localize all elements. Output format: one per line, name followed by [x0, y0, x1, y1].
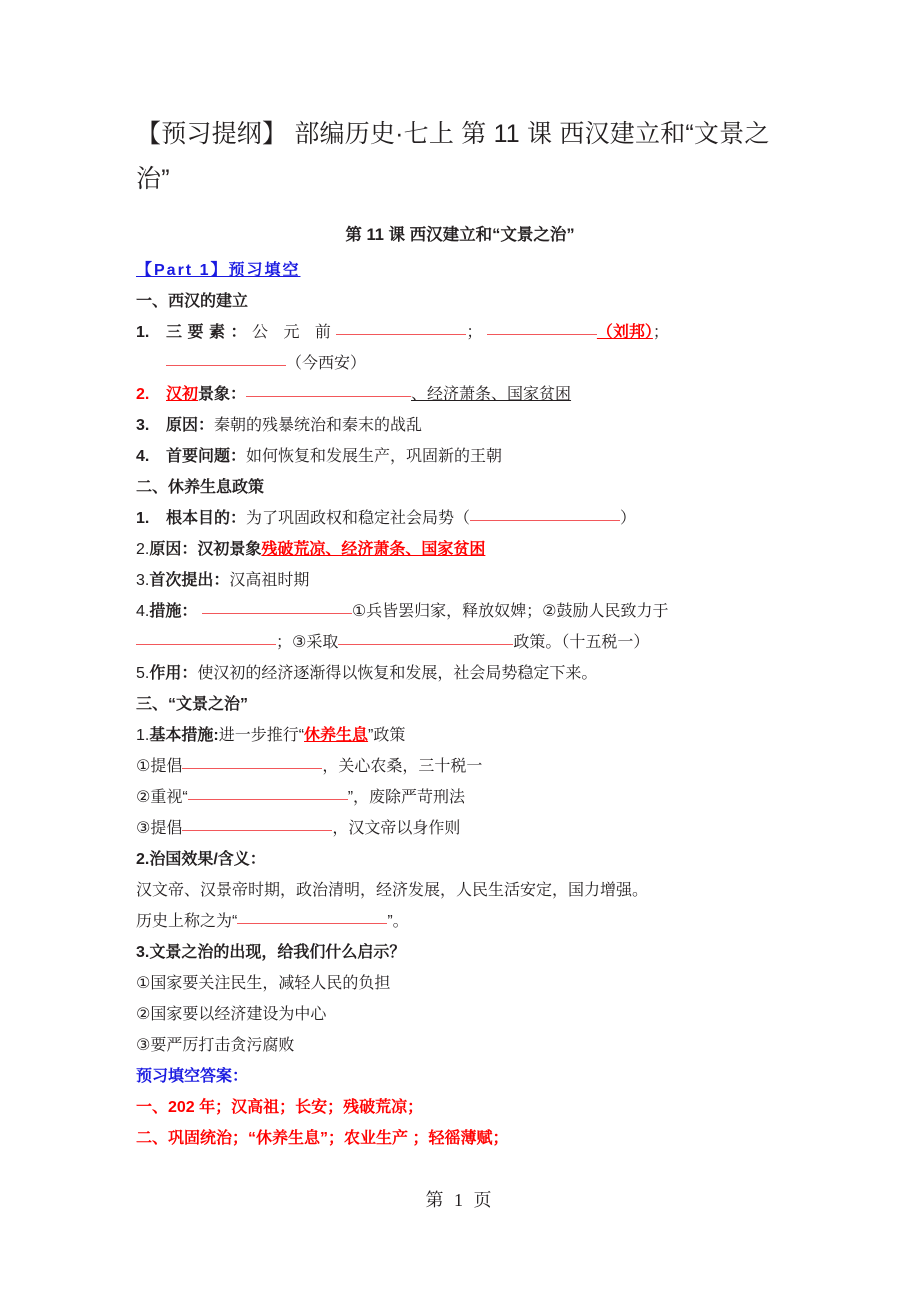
section-one-item-2	[136, 379, 784, 410]
fill-blank-2[interactable]	[487, 334, 597, 335]
item-prefix: 汉初景象	[197, 541, 262, 558]
document-content	[136, 112, 784, 1154]
answers-heading: 预习填空答案：	[136, 1068, 249, 1085]
lesson-heading: 第 11 课 西汉建立和“文景之治”	[345, 226, 575, 244]
item-text-a: 汉文帝、汉景帝时期，政治清明，经济发展，人民生活安定，国力增强。	[136, 882, 649, 899]
section-three-sub-2	[136, 782, 784, 813]
highlight-hanchu: 汉初	[166, 386, 199, 403]
item-label: 文景之治的出现，给我们什么启示？	[149, 944, 406, 961]
item-label: 首要问题：	[166, 448, 247, 465]
part-label	[136, 255, 784, 286]
item-label: 基本措施:	[149, 727, 219, 744]
sub-marker: ③提倡	[136, 820, 183, 837]
item-label: 首次提出：	[149, 572, 230, 589]
fill-blank-3[interactable]	[166, 365, 286, 366]
item-close: ）	[620, 510, 637, 527]
section-one-item-3	[136, 410, 784, 441]
item-number: 3.	[136, 572, 150, 589]
item-label: 三要素：	[166, 324, 253, 341]
section-three-heading: 三、“文景之治”	[136, 696, 249, 713]
item-label: 治国效果/含义：	[149, 851, 266, 868]
answers-line-2: 二、巩固统治；“休养生息”；农业生产 ；轻徭薄赋；	[136, 1130, 509, 1147]
section-two-item-5	[136, 658, 784, 689]
section-three-item-1	[136, 720, 784, 751]
section-one-item-1	[136, 317, 784, 379]
fill-blank-7[interactable]	[136, 644, 276, 645]
item-number: 3.	[136, 417, 150, 434]
section-two-heading: 二、休养生息政策	[136, 479, 265, 496]
item-mid-a: ①兵皆罢归家，释放奴婢；②鼓励人民致力于	[351, 603, 669, 620]
section-two-item-2	[136, 534, 784, 565]
sub-marker: ①提倡	[136, 758, 183, 775]
item-text: 秦朝的残暴统治和秦末的战乱	[214, 417, 423, 434]
item-sep-b: ；	[652, 324, 669, 341]
item-label: 原因：	[149, 541, 198, 558]
item-number: 2.	[136, 386, 150, 403]
fill-blank-8[interactable]	[338, 644, 513, 645]
item-body	[166, 503, 784, 534]
item-number: 4.	[136, 603, 150, 620]
section-two-item-4	[136, 596, 784, 658]
section-two-item-3	[136, 565, 784, 596]
item-body	[166, 410, 784, 441]
fill-blank-4[interactable]	[246, 396, 411, 397]
item-number: 3.	[136, 944, 150, 961]
item-text-a: 公 元 前	[252, 324, 337, 341]
item-label: 原因：	[166, 417, 215, 434]
item-body	[166, 441, 784, 472]
item-text-b-post: ”。	[387, 913, 409, 930]
section-three-sub-3	[136, 813, 784, 844]
item-mid-c: 政策。（十五税一）	[513, 634, 650, 651]
part-label-text: 【Part 1】预习填空	[136, 262, 301, 279]
sub-tail: ”，废除严苛刑法	[347, 789, 466, 806]
item-label: 景象：	[198, 386, 247, 403]
section-three-item-2-text	[136, 875, 784, 937]
item-label: 作用：	[149, 665, 198, 682]
fill-blank-11[interactable]	[182, 830, 332, 831]
item-text: 汉高祖时期	[229, 572, 310, 589]
section-one-item-4	[136, 441, 784, 472]
answers-line-1: 一、202 年；汉高祖；长安；残破荒凉；	[136, 1099, 424, 1116]
item-label: 根本目的：	[166, 510, 247, 527]
section-three-item-2-label	[136, 844, 784, 875]
fill-blank-9[interactable]	[182, 768, 322, 769]
section-one-heading: 一、西汉的建立	[136, 293, 249, 310]
item-number: 1.	[136, 324, 150, 341]
sub-tail: ，关心农桑，三十税一	[322, 758, 483, 775]
item-body	[166, 317, 784, 379]
enlightenment-point-3: ③要严厉打击贪污腐败	[136, 1037, 295, 1054]
item-number: 2.	[136, 541, 150, 558]
item-number: 1.	[136, 510, 150, 527]
item-number: 5.	[136, 665, 150, 682]
item-number: 2.	[136, 851, 150, 868]
item-text: 使汉初的经济逐渐得以恢复和发展，社会局势稳定下来。	[197, 665, 598, 682]
item-tail: （今西安）	[286, 355, 367, 372]
item-number: 4.	[136, 448, 150, 465]
item-label: 措施：	[149, 603, 198, 620]
answer-xiuyangshengxi: 休养生息	[304, 727, 369, 744]
sub-tail: ，汉文帝以身作则	[332, 820, 461, 837]
item-body	[166, 379, 784, 410]
fill-blank-1[interactable]	[336, 334, 466, 335]
page-footer	[0, 1186, 920, 1212]
fill-blank-12[interactable]	[237, 923, 387, 924]
enlightenment-point-2: ②国家要以经济建设为中心	[136, 1006, 327, 1023]
page-number-label: 第 1 页	[425, 1190, 495, 1210]
sub-marker: ②重视“	[136, 789, 188, 806]
item-sep-a: ；	[466, 324, 483, 341]
section-two-item-1	[136, 503, 784, 534]
item-text: 为了巩固政权和稳定社会局势（	[246, 510, 471, 527]
item-text: 如何恢复和发展生产，巩固新的王朝	[246, 448, 503, 465]
fill-blank-6[interactable]	[202, 613, 352, 614]
inline-answer-liubang: （刘邦）	[596, 324, 653, 341]
answer-hanchu-scene: 残破荒凉、经济萧条、国家贫困	[261, 541, 486, 558]
item-tail: 、经济萧条、国家贫困	[411, 386, 572, 403]
section-three-item-3-label	[136, 937, 784, 968]
item-text-a: 进一步推行“	[218, 727, 305, 744]
section-three-sub-1	[136, 751, 784, 782]
fill-blank-10[interactable]	[188, 799, 348, 800]
fill-blank-5[interactable]	[470, 520, 620, 521]
page-title: 【预习提纲】 部编历史·七上 第 11 课 西汉建立和“文景之治”	[136, 120, 770, 193]
item-text-b: ”政策	[368, 727, 406, 744]
enlightenment-point-1: ①国家要关注民生，减轻人民的负担	[136, 975, 391, 992]
item-text-b-pre: 历史上称之为“	[136, 913, 238, 930]
item-mid-b: ；③采取	[276, 634, 339, 651]
item-number: 1.	[136, 727, 150, 744]
